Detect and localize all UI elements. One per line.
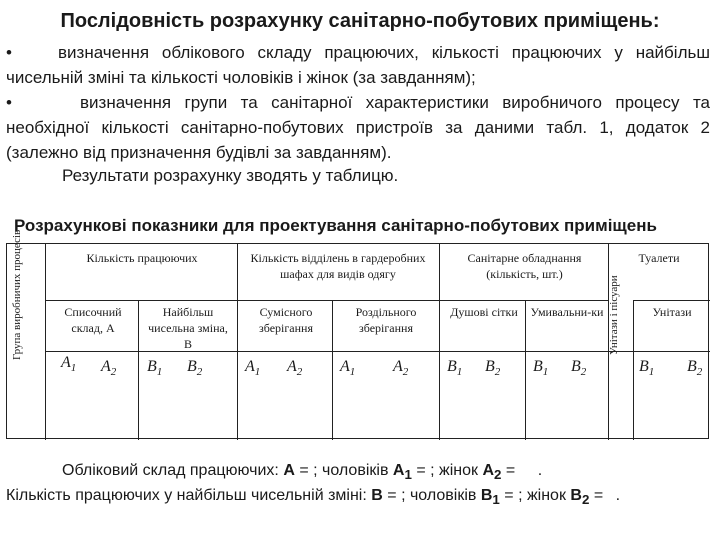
workers-header: Кількість працюючих [86,251,198,265]
bullet-marker: • [6,43,12,62]
symbol-b2: $B_2$ [687,358,703,379]
sanitary-header: Санітарне обладнання (кількість, шт.) [467,251,582,281]
results-note: Результати розрахунку зводять у таблицю. [62,166,399,185]
symbol-b2: $B_2$ [187,358,203,379]
joint-storage-header: Сумісного зберігання [259,305,313,335]
bullet-text-1: визначення облікового складу працюючих, кількості працюючих у найбільш чисельній зміні та кількості чоловіків і жінок (за завданням); [6,43,710,87]
page-title: Послідовність розрахунку санітарно-побутових приміщень: [60,10,660,32]
symbol-b2: $B_2$ [485,358,501,379]
washbasins-header: Умивальни-ки [530,305,604,319]
symbol-b1: $B_1$ [147,358,163,379]
footer-line-2: Кількість працюючих у найбільш чисельній зміні: В = ; чоловіків $В_1$ = ; жінок $В_2$ = . [6,487,621,508]
symbol-a2: $A_2$ [393,358,409,379]
bullet-marker: • [6,93,12,112]
symbol-a2: $A_2$ [101,358,117,379]
indicators-table [6,229,709,439]
toilet-bowls-header: Унітази [652,305,692,319]
table-title: Розрахункові показники для проектування санітарно-побутових приміщень [14,216,657,235]
group-header: Група виробничих процесів [11,229,23,360]
symbol-a1: $A_1$ [61,354,77,375]
symbol-b1: $B_1$ [639,358,655,379]
symbol-a1: $A_1$ [245,358,261,379]
symbol-b1: $B_1$ [533,358,549,379]
toilets-header: Туалети [638,251,680,265]
compartments-header: Кількість відділень в гардеробних шафах для видів одягу [250,251,426,281]
symbol-b2: $B_2$ [571,358,587,379]
bullet-paragraph-2 [6,90,710,165]
shower-nets-header: Душові сітки [450,305,518,319]
symbol-a1: $A_1$ [340,358,356,379]
list-staff-header: Списочний склад, А [64,305,122,335]
urinals-header: Унітази і пісуари [608,275,620,355]
symbol-a2: $A_2$ [287,358,303,379]
symbol-b1: $B_1$ [447,358,463,379]
footer-line-1: Обліковий склад працюючих: А = ; чоловіків $А_1$ = ; жінок $А_2$ = . [62,462,543,483]
separate-storage-header: Роздільного зберігання [355,305,417,335]
bullet-paragraph-1 [6,40,710,90]
bullet-text-2: визначення групи та санітарної характеристики виробничого процесу та необхідної кількості санітарно-побутових пристроїв за даними табл. 1, додаток 2 (залежно від призначення будівлі за завданням). [6,93,710,162]
largest-shift-header: Найбільш чисельна зміна, В [148,305,228,351]
